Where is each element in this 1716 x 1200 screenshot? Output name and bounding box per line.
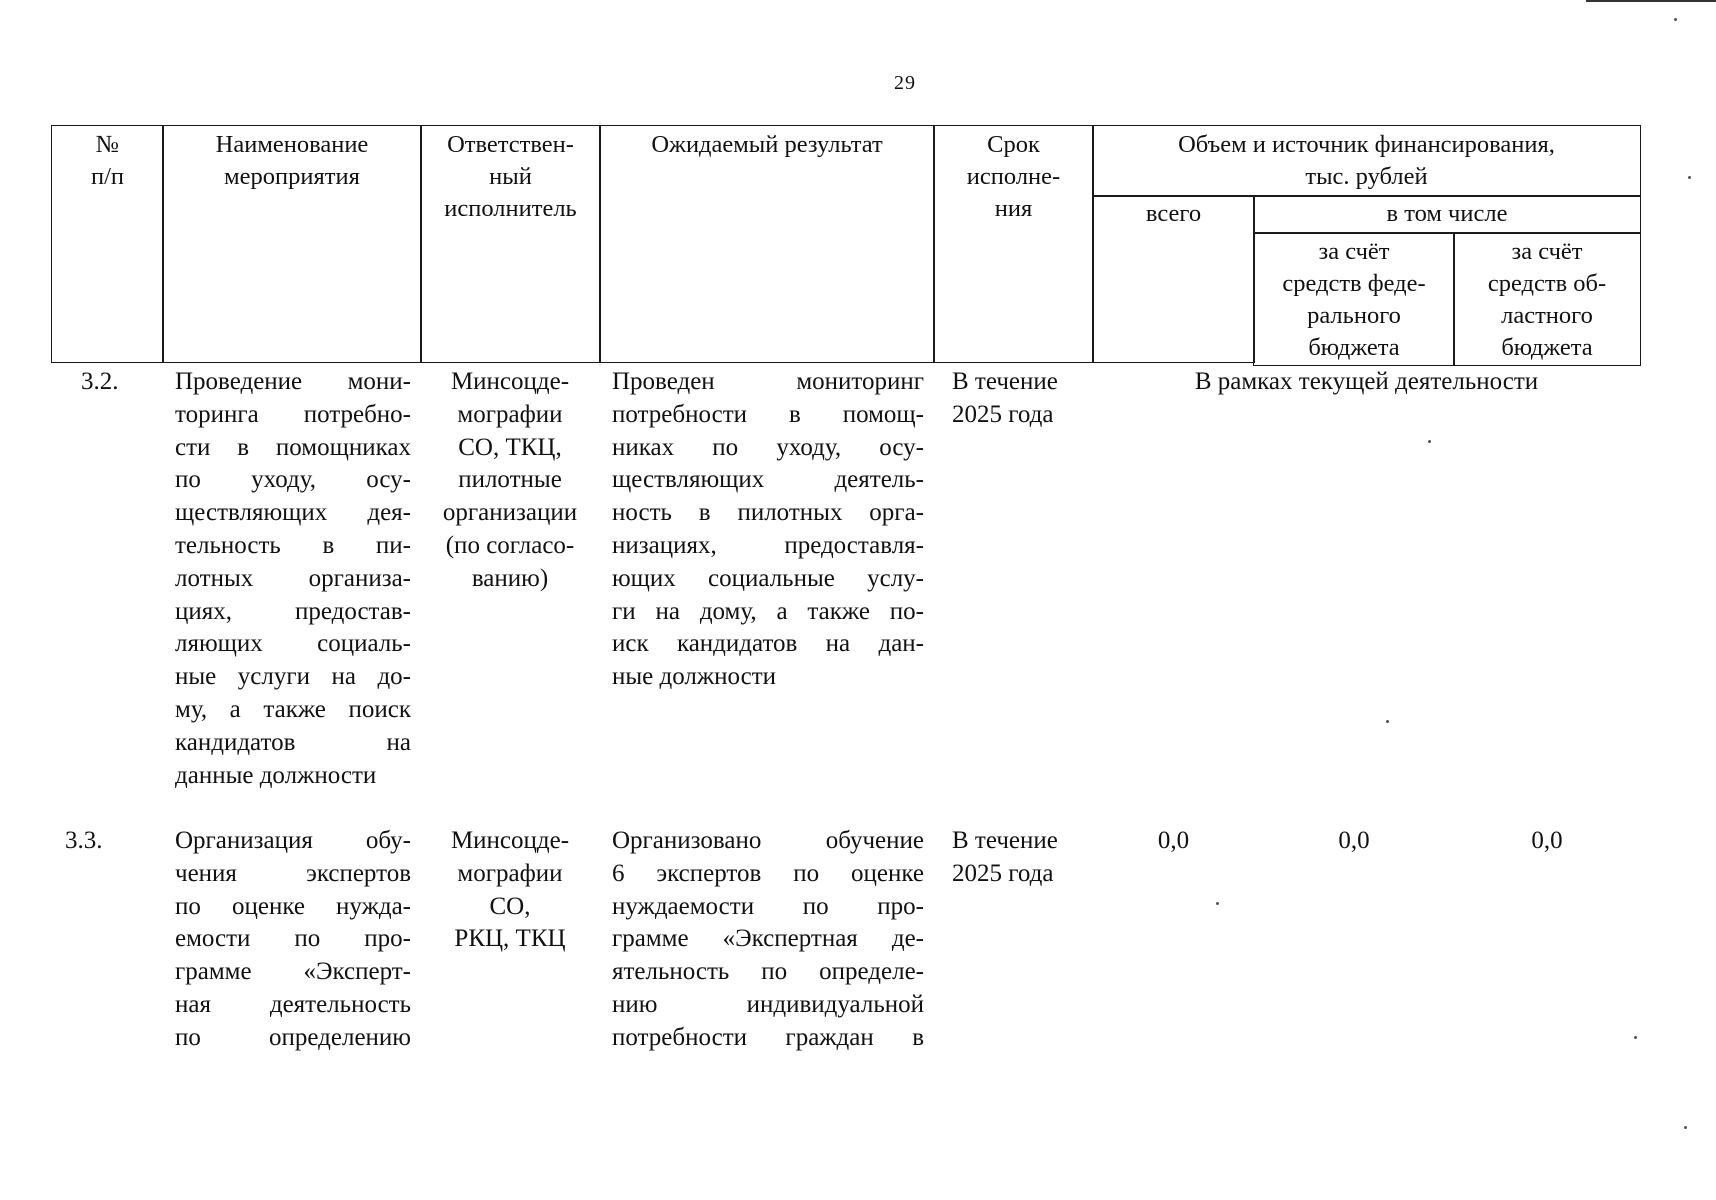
funding-regional: 0,0 xyxy=(1531,827,1563,854)
row-number: 3.2. xyxy=(81,368,119,395)
funding-federal: 0,0 xyxy=(1338,827,1370,854)
expected-result: Проведен мониторинг потребности в помощ- никах по уходу, осу- ществляющих деятель- ность в пилотных орга- низациях, предоставля- ющих социальные услу- ги на дому, а также по- иск кандидатов на дан- ные должности xyxy=(612,368,924,691)
execution-term: В течение 2025 года xyxy=(952,827,1058,887)
header-total: всего xyxy=(1092,195,1255,363)
responsible-executor: Минсоцде- мографии СО, ТКЦ, пилотные организации (по согласо- ванию) xyxy=(442,368,578,592)
scan-speck xyxy=(1386,720,1389,723)
measure-name: Организация обу- чения экспертов по оценке нужда- емости по про- грамме «Эксперт- ная деятельность по определению xyxy=(175,827,411,1051)
scan-speck xyxy=(1428,440,1431,443)
header-term: Срок исполне- ния xyxy=(933,125,1094,363)
expected-result: Организовано обучение 6 экспертов по оценке нуждаемости по про- грамме «Экспертная де- ятельность по определе- нию индивидуальной потребности граждан в xyxy=(612,827,924,1051)
scan-speck xyxy=(1674,18,1677,21)
funding-note: В рамках текущей деятельности xyxy=(1194,368,1539,395)
page-number: 29 xyxy=(894,72,916,94)
header-result: Ожидаемый результат xyxy=(599,125,935,363)
scan-speck xyxy=(1684,1126,1687,1129)
header-executor: Ответствен- ный исполнитель xyxy=(420,125,601,363)
scan-edge-line xyxy=(1586,0,1716,2)
header-regional: за счёт средств об- ластного бюджета xyxy=(1453,232,1641,366)
scan-speck xyxy=(1634,1036,1637,1039)
header-num: № п/п xyxy=(51,125,164,363)
measure-name: Проведение мони- торинга потребно- сти в помощниках по уходу, осу- ществляющих дея- тельность в пи- лотных организа- циях, предостав- ляющих социаль- ные услуги на до- му, а также поиск кандидатов на данные должности xyxy=(175,368,411,789)
header-including: в том числе xyxy=(1253,195,1641,234)
execution-term: В течение 2025 года xyxy=(952,368,1058,428)
scan-speck xyxy=(1688,176,1691,179)
header-federal: за счёт средств феде- рального бюджета xyxy=(1253,232,1455,366)
header-name: Наименование мероприятия xyxy=(162,125,422,363)
scan-speck xyxy=(1216,902,1219,905)
responsible-executor: Минсоцде- мографии СО, РКЦ, ТКЦ xyxy=(450,827,570,953)
funding-total: 0,0 xyxy=(1157,827,1190,854)
header-funding: Объем и источник финансирования, тыс. рублей xyxy=(1092,125,1641,197)
row-number: 3.3. xyxy=(65,827,103,854)
